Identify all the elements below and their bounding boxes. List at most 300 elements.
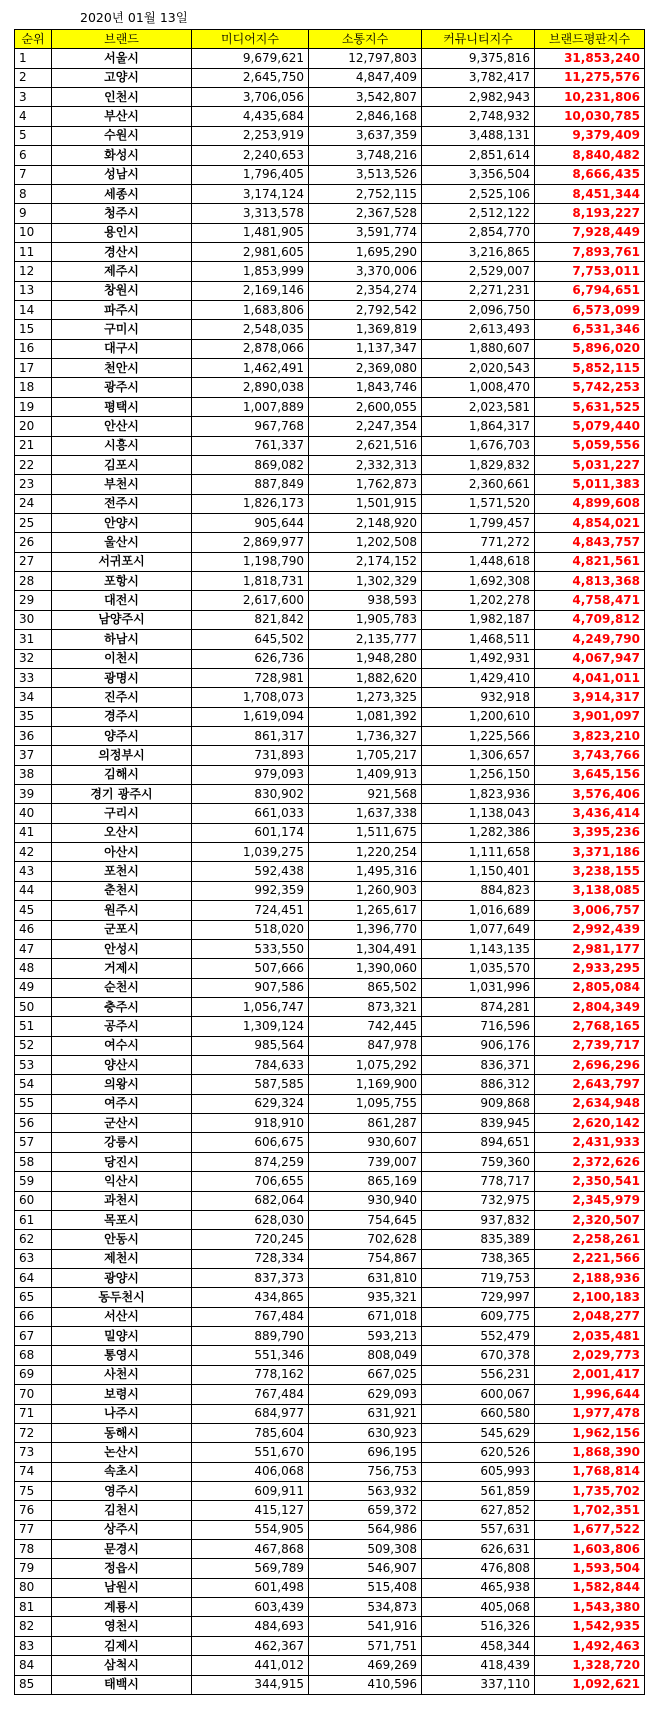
brand-cell: 용인시 bbox=[52, 223, 192, 242]
communication-index-cell: 739,007 bbox=[309, 1152, 422, 1171]
media-index-cell: 837,373 bbox=[192, 1269, 309, 1288]
communication-index-cell: 2,752,115 bbox=[309, 184, 422, 203]
brand-cell: 익산시 bbox=[52, 1172, 192, 1191]
brand-cell: 김해시 bbox=[52, 765, 192, 784]
table-row bbox=[15, 533, 645, 552]
rank-cell: 12 bbox=[15, 262, 52, 281]
table-row bbox=[15, 1656, 645, 1675]
brand-reputation-index-cell: 3,238,155 bbox=[535, 862, 645, 881]
communication-index-cell: 873,321 bbox=[309, 997, 422, 1016]
table-row bbox=[15, 339, 645, 358]
media-index-cell: 569,789 bbox=[192, 1559, 309, 1578]
communication-index-cell: 865,502 bbox=[309, 978, 422, 997]
brand-reputation-index-cell: 3,371,186 bbox=[535, 843, 645, 862]
rank-cell: 17 bbox=[15, 359, 52, 378]
communication-index-cell: 534,873 bbox=[309, 1598, 422, 1617]
community-index-cell: 620,526 bbox=[422, 1443, 535, 1462]
brand-reputation-index-cell: 8,666,435 bbox=[535, 165, 645, 184]
rank-cell: 45 bbox=[15, 901, 52, 920]
communication-index-cell: 1,501,915 bbox=[309, 494, 422, 513]
media-index-cell: 1,056,747 bbox=[192, 997, 309, 1016]
brand-cell: 제천시 bbox=[52, 1249, 192, 1268]
rank-cell: 49 bbox=[15, 978, 52, 997]
media-index-cell: 731,893 bbox=[192, 746, 309, 765]
media-index-cell: 1,462,491 bbox=[192, 359, 309, 378]
brand-reputation-index-cell: 7,893,761 bbox=[535, 242, 645, 261]
community-index-cell: 2,525,106 bbox=[422, 184, 535, 203]
rank-cell: 54 bbox=[15, 1075, 52, 1094]
table-row bbox=[15, 359, 645, 378]
community-index-cell: 874,281 bbox=[422, 997, 535, 1016]
media-index-cell: 551,670 bbox=[192, 1443, 309, 1462]
brand-cell: 정읍시 bbox=[52, 1559, 192, 1578]
communication-index-cell: 1,273,325 bbox=[309, 688, 422, 707]
rank-cell: 26 bbox=[15, 533, 52, 552]
brand-cell: 의정부시 bbox=[52, 746, 192, 765]
rank-cell: 80 bbox=[15, 1578, 52, 1597]
table-row bbox=[15, 262, 645, 281]
brand-cell: 대구시 bbox=[52, 339, 192, 358]
communication-index-cell: 1,762,873 bbox=[309, 475, 422, 494]
community-index-cell: 2,851,614 bbox=[422, 146, 535, 165]
communication-index-cell: 1,948,280 bbox=[309, 649, 422, 668]
communication-index-cell: 667,025 bbox=[309, 1365, 422, 1384]
communication-index-cell: 921,568 bbox=[309, 785, 422, 804]
brand-cell: 인천시 bbox=[52, 88, 192, 107]
community-index-cell: 716,596 bbox=[422, 1017, 535, 1036]
rank-cell: 51 bbox=[15, 1017, 52, 1036]
media-index-cell: 778,162 bbox=[192, 1365, 309, 1384]
communication-index-cell: 3,370,006 bbox=[309, 262, 422, 281]
brand-reputation-index-cell: 2,221,566 bbox=[535, 1249, 645, 1268]
media-index-cell: 682,064 bbox=[192, 1191, 309, 1210]
brand-reputation-index-cell: 2,992,439 bbox=[535, 920, 645, 939]
brand-reputation-index-cell: 10,231,806 bbox=[535, 88, 645, 107]
brand-reputation-index-cell: 4,249,790 bbox=[535, 630, 645, 649]
community-index-cell: 1,799,457 bbox=[422, 513, 535, 532]
rank-cell: 32 bbox=[15, 649, 52, 668]
rank-cell: 65 bbox=[15, 1288, 52, 1307]
rank-cell: 53 bbox=[15, 1056, 52, 1075]
media-index-cell: 967,768 bbox=[192, 417, 309, 436]
brand-reputation-index-cell: 6,531,346 bbox=[535, 320, 645, 339]
community-index-cell: 839,945 bbox=[422, 1114, 535, 1133]
brand-reputation-index-cell: 4,843,757 bbox=[535, 533, 645, 552]
communication-index-cell: 696,195 bbox=[309, 1443, 422, 1462]
brand-reputation-index-cell: 2,001,417 bbox=[535, 1365, 645, 1384]
brand-reputation-index-cell: 1,768,814 bbox=[535, 1462, 645, 1481]
rank-cell: 85 bbox=[15, 1675, 52, 1694]
community-index-cell: 1,035,570 bbox=[422, 959, 535, 978]
brand-reputation-index-cell: 2,634,948 bbox=[535, 1094, 645, 1113]
brand-reputation-index-cell: 2,620,142 bbox=[535, 1114, 645, 1133]
media-index-cell: 467,868 bbox=[192, 1540, 309, 1559]
rank-cell: 36 bbox=[15, 726, 52, 745]
community-index-cell: 476,808 bbox=[422, 1559, 535, 1578]
table-row bbox=[15, 320, 645, 339]
brand-reputation-index-cell: 1,328,720 bbox=[535, 1656, 645, 1675]
brand-reputation-index-cell: 10,030,785 bbox=[535, 107, 645, 126]
rank-cell: 10 bbox=[15, 223, 52, 242]
media-index-cell: 344,915 bbox=[192, 1675, 309, 1694]
brand-cell: 안산시 bbox=[52, 417, 192, 436]
community-index-cell: 2,613,493 bbox=[422, 320, 535, 339]
communication-index-cell: 930,607 bbox=[309, 1133, 422, 1152]
brand-reputation-index-cell: 4,821,561 bbox=[535, 552, 645, 571]
rank-cell: 15 bbox=[15, 320, 52, 339]
table-row bbox=[15, 1269, 645, 1288]
table-row bbox=[15, 281, 645, 300]
media-index-cell: 628,030 bbox=[192, 1210, 309, 1229]
brand-reputation-index-cell: 5,011,383 bbox=[535, 475, 645, 494]
communication-index-cell: 3,637,359 bbox=[309, 126, 422, 145]
community-index-cell: 738,365 bbox=[422, 1249, 535, 1268]
rank-cell: 66 bbox=[15, 1307, 52, 1326]
brand-cell: 의왕시 bbox=[52, 1075, 192, 1094]
header-row bbox=[15, 30, 645, 49]
table-row bbox=[15, 223, 645, 242]
table-row bbox=[15, 204, 645, 223]
communication-index-cell: 1,511,675 bbox=[309, 823, 422, 842]
communication-index-cell: 2,135,777 bbox=[309, 630, 422, 649]
community-index-cell: 906,176 bbox=[422, 1036, 535, 1055]
rank-cell: 75 bbox=[15, 1481, 52, 1500]
rank-cell: 59 bbox=[15, 1172, 52, 1191]
rank-cell: 70 bbox=[15, 1385, 52, 1404]
table-row bbox=[15, 1094, 645, 1113]
communication-index-cell: 2,600,055 bbox=[309, 397, 422, 416]
media-index-cell: 603,439 bbox=[192, 1598, 309, 1617]
community-index-cell: 1,429,410 bbox=[422, 668, 535, 687]
rank-cell: 74 bbox=[15, 1462, 52, 1481]
media-index-cell: 609,911 bbox=[192, 1481, 309, 1500]
brand-cell: 김제시 bbox=[52, 1636, 192, 1655]
communication-index-cell: 1,705,217 bbox=[309, 746, 422, 765]
brand-cell: 동두천시 bbox=[52, 1288, 192, 1307]
brand-cell: 경기 광주시 bbox=[52, 785, 192, 804]
brand-cell: 청주시 bbox=[52, 204, 192, 223]
communication-index-cell: 631,810 bbox=[309, 1269, 422, 1288]
community-index-cell: 1,282,386 bbox=[422, 823, 535, 842]
rank-cell: 8 bbox=[15, 184, 52, 203]
rank-cell: 39 bbox=[15, 785, 52, 804]
table-row bbox=[15, 1056, 645, 1075]
community-index-cell: 778,717 bbox=[422, 1172, 535, 1191]
media-index-cell: 985,564 bbox=[192, 1036, 309, 1055]
brand-cell: 양산시 bbox=[52, 1056, 192, 1075]
table-row bbox=[15, 1230, 645, 1249]
rank-cell: 50 bbox=[15, 997, 52, 1016]
rank-cell: 1 bbox=[15, 49, 52, 68]
community-index-cell: 465,938 bbox=[422, 1578, 535, 1597]
communication-index-cell: 12,797,803 bbox=[309, 49, 422, 68]
table-row bbox=[15, 1462, 645, 1481]
table-row bbox=[15, 1191, 645, 1210]
brand-reputation-index-cell: 1,092,621 bbox=[535, 1675, 645, 1694]
brand-reputation-index-cell: 5,631,525 bbox=[535, 397, 645, 416]
brand-cell: 태백시 bbox=[52, 1675, 192, 1694]
brand-cell: 속초시 bbox=[52, 1462, 192, 1481]
table-row bbox=[15, 591, 645, 610]
media-index-cell: 1,683,806 bbox=[192, 301, 309, 320]
brand-reputation-index-cell: 8,451,344 bbox=[535, 184, 645, 203]
rank-cell: 35 bbox=[15, 707, 52, 726]
community-index-cell: 561,859 bbox=[422, 1481, 535, 1500]
community-index-cell: 1,829,832 bbox=[422, 455, 535, 474]
brand-cell: 여주시 bbox=[52, 1094, 192, 1113]
table-row bbox=[15, 765, 645, 784]
brand-reputation-index-cell: 2,696,296 bbox=[535, 1056, 645, 1075]
media-index-cell: 2,645,750 bbox=[192, 68, 309, 87]
communication-index-cell: 1,169,900 bbox=[309, 1075, 422, 1094]
brand-cell: 충주시 bbox=[52, 997, 192, 1016]
community-index-cell: 1,448,618 bbox=[422, 552, 535, 571]
communication-index-cell: 808,049 bbox=[309, 1346, 422, 1365]
brand-cell: 포천시 bbox=[52, 862, 192, 881]
brand-cell: 춘천시 bbox=[52, 881, 192, 900]
table-row bbox=[15, 920, 645, 939]
brand-reputation-index-cell: 2,768,165 bbox=[535, 1017, 645, 1036]
community-index-cell: 1,306,657 bbox=[422, 746, 535, 765]
media-index-cell: 551,346 bbox=[192, 1346, 309, 1365]
community-index-cell: 1,111,658 bbox=[422, 843, 535, 862]
brand-reputation-index-cell: 1,868,390 bbox=[535, 1443, 645, 1462]
media-index-cell: 1,826,173 bbox=[192, 494, 309, 513]
table-row bbox=[15, 1365, 645, 1384]
media-index-cell: 601,498 bbox=[192, 1578, 309, 1597]
rank-cell: 23 bbox=[15, 475, 52, 494]
table-row bbox=[15, 1443, 645, 1462]
community-index-cell: 2,529,007 bbox=[422, 262, 535, 281]
media-index-cell: 587,585 bbox=[192, 1075, 309, 1094]
table-row bbox=[15, 668, 645, 687]
communication-index-cell: 702,628 bbox=[309, 1230, 422, 1249]
table-row bbox=[15, 146, 645, 165]
table-row bbox=[15, 1288, 645, 1307]
brand-reputation-index-cell: 2,320,507 bbox=[535, 1210, 645, 1229]
community-index-cell: 600,067 bbox=[422, 1385, 535, 1404]
communication-index-cell: 756,753 bbox=[309, 1462, 422, 1481]
table-row bbox=[15, 1114, 645, 1133]
brand-cell: 삼척시 bbox=[52, 1656, 192, 1675]
table-row bbox=[15, 1075, 645, 1094]
brand-reputation-table bbox=[14, 29, 645, 1695]
media-index-cell: 785,604 bbox=[192, 1423, 309, 1442]
brand-reputation-index-cell: 5,059,556 bbox=[535, 436, 645, 455]
table-row bbox=[15, 901, 645, 920]
brand-cell: 양주시 bbox=[52, 726, 192, 745]
rank-cell: 28 bbox=[15, 572, 52, 591]
community-index-cell: 2,360,661 bbox=[422, 475, 535, 494]
rank-cell: 20 bbox=[15, 417, 52, 436]
brand-reputation-index-cell: 1,977,478 bbox=[535, 1404, 645, 1423]
media-index-cell: 684,977 bbox=[192, 1404, 309, 1423]
communication-index-cell: 630,923 bbox=[309, 1423, 422, 1442]
table-row bbox=[15, 1346, 645, 1365]
brand-cell: 계룡시 bbox=[52, 1598, 192, 1617]
rank-cell: 4 bbox=[15, 107, 52, 126]
media-index-cell: 4,435,684 bbox=[192, 107, 309, 126]
table-row bbox=[15, 1036, 645, 1055]
communication-index-cell: 659,372 bbox=[309, 1501, 422, 1520]
table-row bbox=[15, 1327, 645, 1346]
media-index-cell: 1,039,275 bbox=[192, 843, 309, 862]
brand-cell: 하남시 bbox=[52, 630, 192, 649]
table-row bbox=[15, 939, 645, 958]
media-index-cell: 484,693 bbox=[192, 1617, 309, 1636]
brand-reputation-index-cell: 3,436,414 bbox=[535, 804, 645, 823]
rank-cell: 58 bbox=[15, 1152, 52, 1171]
table-row bbox=[15, 649, 645, 668]
community-index-cell: 9,375,816 bbox=[422, 49, 535, 68]
media-index-cell: 661,033 bbox=[192, 804, 309, 823]
communication-index-cell: 563,932 bbox=[309, 1481, 422, 1500]
rank-cell: 25 bbox=[15, 513, 52, 532]
table-row bbox=[15, 552, 645, 571]
media-index-cell: 626,736 bbox=[192, 649, 309, 668]
table-row bbox=[15, 494, 645, 513]
media-index-cell: 3,174,124 bbox=[192, 184, 309, 203]
community-index-cell: 1,008,470 bbox=[422, 378, 535, 397]
brand-reputation-index-cell: 1,492,463 bbox=[535, 1636, 645, 1655]
communication-index-cell: 861,287 bbox=[309, 1114, 422, 1133]
community-index-cell: 1,200,610 bbox=[422, 707, 535, 726]
brand-reputation-index-cell: 4,854,021 bbox=[535, 513, 645, 532]
table-row bbox=[15, 1249, 645, 1268]
table-row bbox=[15, 804, 645, 823]
header-rank: 순위 bbox=[15, 30, 52, 49]
table-row bbox=[15, 688, 645, 707]
community-index-cell: 1,692,308 bbox=[422, 572, 535, 591]
communication-index-cell: 3,542,807 bbox=[309, 88, 422, 107]
brand-cell: 부천시 bbox=[52, 475, 192, 494]
rank-cell: 44 bbox=[15, 881, 52, 900]
table-row bbox=[15, 68, 645, 87]
media-index-cell: 1,481,905 bbox=[192, 223, 309, 242]
table-row bbox=[15, 1578, 645, 1597]
communication-index-cell: 1,081,392 bbox=[309, 707, 422, 726]
brand-cell: 경주시 bbox=[52, 707, 192, 726]
communication-index-cell: 2,846,168 bbox=[309, 107, 422, 126]
brand-reputation-index-cell: 3,395,236 bbox=[535, 823, 645, 842]
table-row bbox=[15, 1210, 645, 1229]
community-index-cell: 1,016,689 bbox=[422, 901, 535, 920]
community-index-cell: 1,256,150 bbox=[422, 765, 535, 784]
media-index-cell: 2,253,919 bbox=[192, 126, 309, 145]
rank-cell: 16 bbox=[15, 339, 52, 358]
media-index-cell: 830,902 bbox=[192, 785, 309, 804]
media-index-cell: 992,359 bbox=[192, 881, 309, 900]
brand-reputation-index-cell: 2,805,084 bbox=[535, 978, 645, 997]
rank-cell: 57 bbox=[15, 1133, 52, 1152]
brand-reputation-index-cell: 5,742,253 bbox=[535, 378, 645, 397]
table-row bbox=[15, 475, 645, 494]
brand-cell: 서귀포시 bbox=[52, 552, 192, 571]
table-row bbox=[15, 1501, 645, 1520]
rank-cell: 55 bbox=[15, 1094, 52, 1113]
rank-cell: 79 bbox=[15, 1559, 52, 1578]
communication-index-cell: 847,978 bbox=[309, 1036, 422, 1055]
communication-index-cell: 1,637,338 bbox=[309, 804, 422, 823]
communication-index-cell: 509,308 bbox=[309, 1540, 422, 1559]
media-index-cell: 554,905 bbox=[192, 1520, 309, 1539]
communication-index-cell: 4,847,409 bbox=[309, 68, 422, 87]
brand-cell: 공주시 bbox=[52, 1017, 192, 1036]
brand-reputation-index-cell: 3,743,766 bbox=[535, 746, 645, 765]
brand-reputation-index-cell: 1,543,380 bbox=[535, 1598, 645, 1617]
rank-cell: 82 bbox=[15, 1617, 52, 1636]
community-index-cell: 884,823 bbox=[422, 881, 535, 900]
media-index-cell: 2,548,035 bbox=[192, 320, 309, 339]
communication-index-cell: 1,396,770 bbox=[309, 920, 422, 939]
brand-reputation-index-cell: 1,582,844 bbox=[535, 1578, 645, 1597]
brand-reputation-index-cell: 2,100,183 bbox=[535, 1288, 645, 1307]
table-row bbox=[15, 513, 645, 532]
brand-cell: 구미시 bbox=[52, 320, 192, 339]
community-index-cell: 932,918 bbox=[422, 688, 535, 707]
brand-reputation-index-cell: 5,079,440 bbox=[535, 417, 645, 436]
media-index-cell: 1,309,124 bbox=[192, 1017, 309, 1036]
brand-reputation-index-cell: 2,981,177 bbox=[535, 939, 645, 958]
brand-reputation-index-cell: 1,677,522 bbox=[535, 1520, 645, 1539]
table-row bbox=[15, 959, 645, 978]
rank-cell: 13 bbox=[15, 281, 52, 300]
brand-cell: 남양주시 bbox=[52, 610, 192, 629]
media-index-cell: 724,451 bbox=[192, 901, 309, 920]
community-index-cell: 886,312 bbox=[422, 1075, 535, 1094]
media-index-cell: 518,020 bbox=[192, 920, 309, 939]
community-index-cell: 458,344 bbox=[422, 1636, 535, 1655]
media-index-cell: 2,869,977 bbox=[192, 533, 309, 552]
table-row bbox=[15, 978, 645, 997]
media-index-cell: 533,550 bbox=[192, 939, 309, 958]
community-index-cell: 894,651 bbox=[422, 1133, 535, 1152]
communication-index-cell: 1,843,746 bbox=[309, 378, 422, 397]
brand-cell: 광양시 bbox=[52, 1269, 192, 1288]
communication-index-cell: 593,213 bbox=[309, 1327, 422, 1346]
rank-cell: 69 bbox=[15, 1365, 52, 1384]
community-index-cell: 609,775 bbox=[422, 1307, 535, 1326]
table-row bbox=[15, 378, 645, 397]
media-index-cell: 918,910 bbox=[192, 1114, 309, 1133]
table-row bbox=[15, 49, 645, 68]
community-index-cell: 660,580 bbox=[422, 1404, 535, 1423]
brand-reputation-index-cell: 7,928,449 bbox=[535, 223, 645, 242]
brand-cell: 천안시 bbox=[52, 359, 192, 378]
rank-cell: 46 bbox=[15, 920, 52, 939]
table-row bbox=[15, 1520, 645, 1539]
communication-index-cell: 541,916 bbox=[309, 1617, 422, 1636]
communication-index-cell: 1,265,617 bbox=[309, 901, 422, 920]
community-index-cell: 771,272 bbox=[422, 533, 535, 552]
rank-cell: 62 bbox=[15, 1230, 52, 1249]
rank-cell: 60 bbox=[15, 1191, 52, 1210]
brand-reputation-index-cell: 7,753,011 bbox=[535, 262, 645, 281]
brand-reputation-index-cell: 3,006,757 bbox=[535, 901, 645, 920]
rank-cell: 83 bbox=[15, 1636, 52, 1655]
rank-cell: 22 bbox=[15, 455, 52, 474]
brand-cell: 영주시 bbox=[52, 1481, 192, 1500]
media-index-cell: 869,082 bbox=[192, 455, 309, 474]
table-row bbox=[15, 1385, 645, 1404]
rank-cell: 3 bbox=[15, 88, 52, 107]
brand-cell: 성남시 bbox=[52, 165, 192, 184]
brand-reputation-index-cell: 2,035,481 bbox=[535, 1327, 645, 1346]
brand-reputation-index-cell: 8,840,482 bbox=[535, 146, 645, 165]
brand-reputation-index-cell: 6,794,651 bbox=[535, 281, 645, 300]
communication-index-cell: 1,905,783 bbox=[309, 610, 422, 629]
rank-cell: 68 bbox=[15, 1346, 52, 1365]
